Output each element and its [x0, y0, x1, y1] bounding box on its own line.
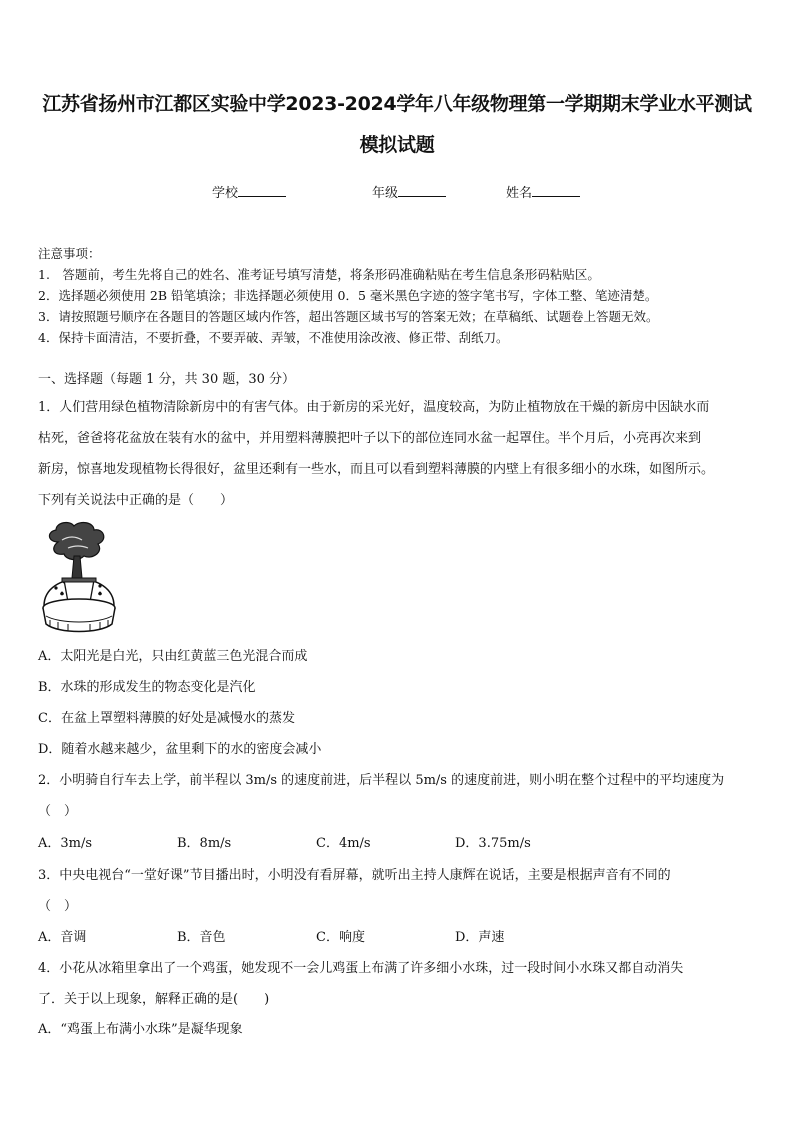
q4-text-line: 4．小花从冰箱里拿出了一个鸡蛋，她发现不一会儿鸡蛋上布满了许多细小水珠，过一段时间小水珠又都自动消失: [38, 961, 684, 976]
q3-text-line: 3．中央电视台“一堂好课”节目播出时，小明没有看屏幕，就听出主持人康辉在说话，主要是根据声音有不同的: [38, 868, 671, 883]
q2-option-b: B．8m/s: [177, 836, 232, 851]
q2-option-a: A．3m/s: [38, 836, 93, 851]
school-field: [212, 182, 286, 201]
q3-option-c: C．响度: [316, 930, 365, 945]
plant-under-film-illustration: [38, 520, 120, 638]
q1-option-d: D．随着水越来越少，盆里剩下的水的密度会减小: [38, 742, 322, 757]
q2-text-line: 2．小明骑自行车去上学，前半程以 3m/s 的速度前进，后半程以 5m/s 的速度前进，则小明在整个过程中的平均速度为: [38, 773, 725, 788]
q1-option-a: A．太阳光是白光，只由红黄蓝三色光混合而成: [38, 649, 308, 664]
notice-item: 2．选择题必须使用 2B 铅笔填涂；非选择题必须使用 0．5 毫米黑色字迹的签字笔书写，字体工整、笔迹清楚。: [38, 288, 658, 303]
q2-option-d: D．3.75m/s: [455, 836, 531, 851]
notice-item: 4．保持卡面清洁，不要折叠，不要弄破、弄皱，不准使用涂改液、修正带、刮纸刀。: [38, 330, 509, 345]
q4-text-line: 了．关于以上现象，解释正确的是( ): [38, 992, 270, 1007]
q1-text-line: 1．人们营用绿色植物清除新房中的有害气体。由于新房的采光好，温度较高，为防止植物放在干燥的新房中因缺水而: [38, 400, 710, 415]
q2-option-c: C．4m/s: [316, 836, 371, 851]
exam-title-line2: 模拟试题: [359, 134, 435, 156]
school-blank[interactable]: [238, 183, 286, 197]
name-label: 姓名: [506, 186, 533, 201]
q3-option-d: D．声速: [455, 930, 505, 945]
name-field: [506, 182, 580, 201]
q1-option-c: C．在盆上罩塑料薄膜的好处是减慢水的蒸发: [38, 711, 295, 726]
q1-text-line: 枯死，爸爸将花盆放在装有水的盆中，并用塑料薄膜把叶子以下的部位连同水盆一起罩住。半个月后，小亮再次来到: [38, 431, 702, 446]
grade-field: [372, 182, 446, 201]
grade-label: 年级: [372, 186, 399, 201]
name-blank[interactable]: [532, 183, 580, 197]
school-label: 学校: [212, 186, 239, 201]
q1-text-line: 下列有关说法中正确的是（ ）: [38, 493, 234, 508]
notice-item: 3．请按照题号顺序在各题目的答题区域内作答，超出答题区域书写的答案无效；在草稿纸、试题卷上答题无效。: [38, 309, 659, 324]
q1-option-b: B．水珠的形成发生的物态变化是汽化: [38, 680, 256, 695]
exam-title-line1: 江苏省扬州市江都区实验中学2023-2024学年八年级物理第一学期期末学业水平测试: [42, 93, 752, 115]
q1-text-line: 新房，惊喜地发现植物长得很好，盆里还剩有一些水，而且可以看到塑料薄膜的内壁上有很多细小的水珠，如图所示。: [38, 462, 715, 477]
q3-option-b: B．音色: [177, 930, 226, 945]
q3-options: [38, 926, 504, 945]
q3-text-line: （ ）: [38, 899, 78, 914]
q4-option-a: A．“鸡蛋上布满小水珠”是凝华现象: [38, 1022, 243, 1037]
section-heading: 一、选择题（每题 1 分，共 30 题，30 分）: [38, 372, 296, 387]
q3-option-a: A．音调: [38, 930, 87, 945]
q2-options: [38, 832, 531, 851]
notice-heading: 注意事项：: [38, 246, 101, 261]
q2-text-line: （ ）: [38, 804, 78, 819]
grade-blank[interactable]: [398, 183, 446, 197]
notice-item: 1. 答题前，考生先将自己的姓名、准考证号填写清楚，将条形码准确粘贴在考生信息条形码粘贴区。: [38, 267, 600, 282]
